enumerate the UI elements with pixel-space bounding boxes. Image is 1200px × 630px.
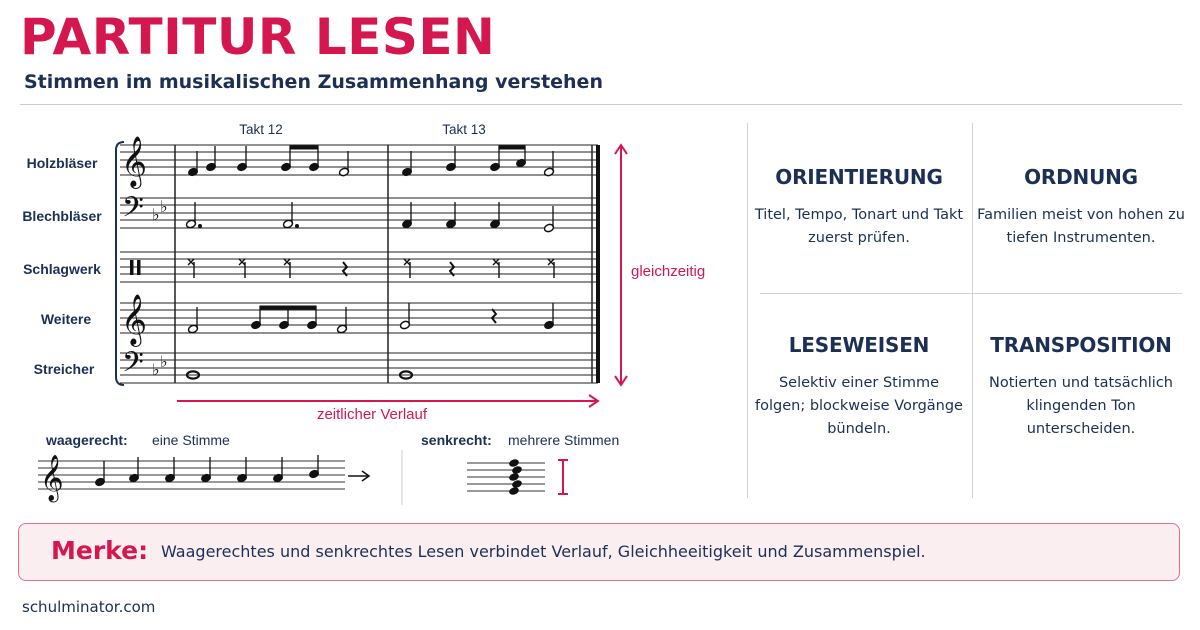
flat-icon: ♭ [152, 360, 160, 379]
instrument-label: Blechbläser [22, 208, 102, 224]
flat-icon: ♭ [160, 352, 168, 371]
flat-icon: ♭ [160, 197, 168, 216]
time-label: zeitlicher Verlauf [316, 406, 428, 423]
schlagwerk-notes [188, 259, 554, 278]
merke-text: Waagerechtes und senkrechtes Lesen verbindet Verlauf, Gleichheeitigkeit und Zusammenspiel. [161, 542, 926, 561]
vertical-title: senkrecht: [421, 432, 492, 448]
card-title: ORIENTIERUNG [775, 165, 943, 189]
score-diagram [0, 110, 740, 425]
merke-box [18, 523, 1180, 581]
page-title: PARTITUR LESEN [20, 8, 496, 66]
holzblaeser-notes [188, 146, 555, 177]
treble-clef-icon: 𝄞 [40, 455, 64, 501]
vertical-bar-icon [558, 460, 568, 494]
bass-clef-icon: 𝄢 [122, 346, 144, 386]
card-leseweisen [754, 332, 964, 441]
instrument-label: Holzbläser [26, 155, 98, 171]
card-text: Notierten und tatsächlich klingenden Ton unterscheiden. [989, 375, 1173, 437]
card-title: LESEWEISEN [788, 333, 930, 357]
instrument-label: Schlagwerk [23, 261, 101, 277]
reading-examples [0, 425, 740, 510]
staff-lines [120, 145, 598, 383]
horizontal-title: waagerecht: [46, 432, 128, 448]
page-subtitle: Stimmen im musikalischen Zusammenhang verstehen [24, 71, 603, 93]
card-text: Selektiv einer Stimme folgen; blockweise Vorgänge bündeln. [755, 375, 963, 437]
horizontal-desc: eine Stimme [152, 432, 230, 448]
simultaneous-arrow [615, 145, 627, 385]
card-transposition [976, 332, 1186, 441]
vertical-desc: mehrere Stimmen [508, 432, 620, 448]
simultaneous-label: gleichzeitig [631, 263, 706, 280]
horizontal-staff [38, 461, 345, 489]
measure-label: Takt 12 [239, 122, 283, 137]
card-text: Titel, Tempo, Tonart und Takt zuerst prüfen. [754, 207, 964, 246]
horizontal-arrow-icon [348, 471, 369, 481]
barlines [175, 145, 600, 383]
card-text: Familien meist von hohen zu tiefen Instrumenten. [977, 207, 1185, 246]
grid-divider [747, 123, 748, 498]
instrument-label: Weitere [40, 311, 92, 327]
measure-label: Takt 13 [442, 122, 486, 137]
bass-clef-icon: 𝄢 [122, 191, 144, 231]
flat-icon: ♭ [152, 205, 160, 224]
grid-divider [972, 123, 973, 498]
card-title: TRANSPOSITION [990, 333, 1172, 357]
grid-divider [760, 293, 1182, 294]
footer-source: schulminator.com [22, 598, 156, 616]
vertical-staff [467, 463, 545, 491]
header-divider [20, 104, 1182, 105]
merke-label: Merke: [51, 536, 149, 565]
card-orientierung [754, 164, 964, 250]
treble-clef-icon: 𝄞 [121, 294, 148, 345]
card-title: ORDNUNG [1024, 165, 1138, 189]
instrument-label: Streicher [33, 361, 95, 377]
treble-clef-icon: 𝄞 [121, 136, 148, 187]
card-ordnung [976, 164, 1186, 250]
